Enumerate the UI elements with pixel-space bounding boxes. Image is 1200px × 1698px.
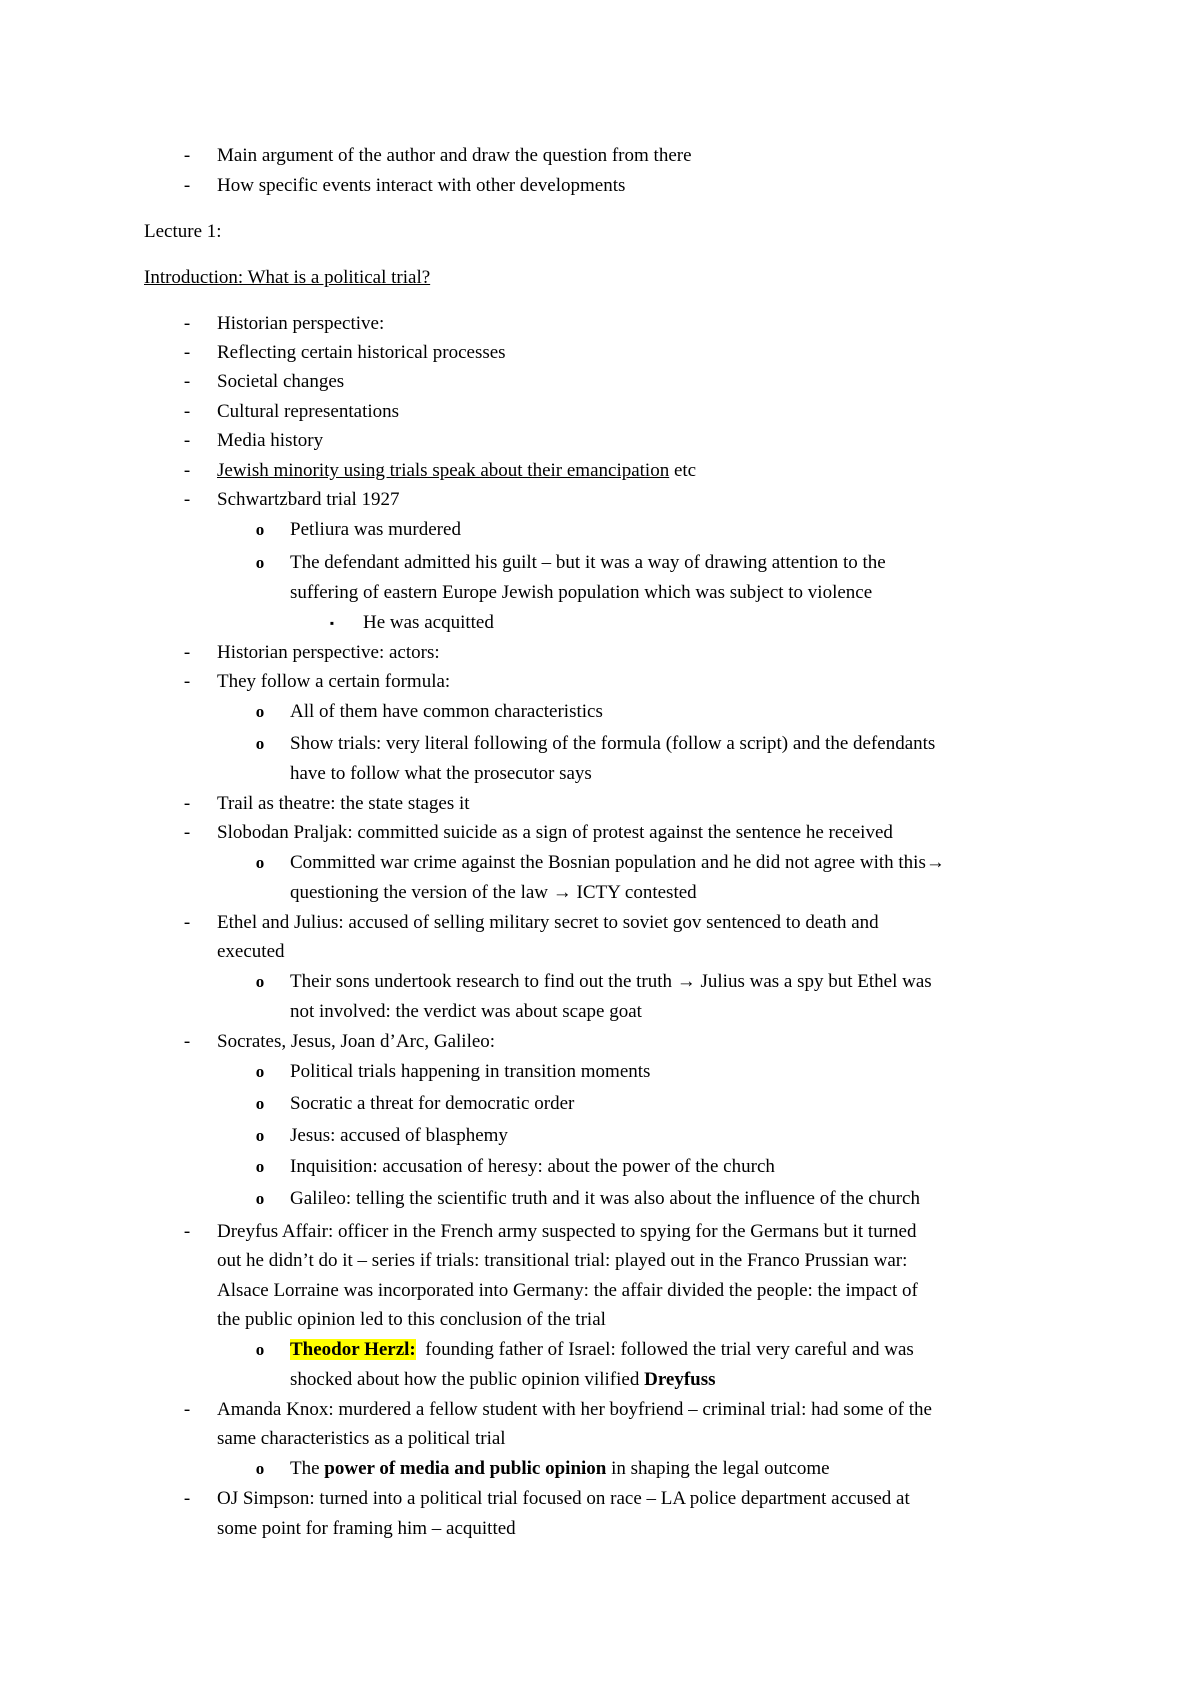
sub-list-item: Jesus: accused of blasphemy [290, 1125, 508, 1146]
sub-list-item: have to follow what the prosecutor says [290, 763, 592, 784]
list-bullet-circle: o [255, 1340, 265, 1359]
list-bullet-circle: o [255, 1094, 265, 1113]
list-item: Amanda Knox: murdered a fellow student with her boyfriend – criminal trial: had some of the [217, 1399, 932, 1420]
sub-list-item-text: The [290, 1458, 325, 1479]
sub-list-item: not involved: the verdict was about scape goat [290, 1001, 642, 1022]
list-item: How specific events interact with other developments [217, 175, 626, 196]
list-bullet-dash: - [183, 401, 191, 422]
sub-list-item: Committed war crime against the Bosnian population and he did not agree with this→ [290, 852, 945, 873]
bold-text: power of media and public opinion [324, 1458, 607, 1479]
underlined-text: Jewish minority using trials speak about their emancipation [217, 460, 670, 481]
sub-list-item-text: in shaping the legal outcome [606, 1458, 830, 1479]
list-bullet-dash: - [183, 371, 191, 392]
section-heading: Introduction: What is a political trial? [144, 267, 431, 288]
list-item: Schwartzbard trial 1927 [217, 489, 400, 510]
sub-list-item: Socratic a threat for democratic order [290, 1093, 575, 1114]
list-bullet-circle: o [255, 734, 265, 753]
sub-list-item: Petliura was murdered [290, 519, 461, 540]
list-item: Reflecting certain historical processes [217, 342, 506, 363]
list-bullet-dash: - [183, 430, 191, 451]
list-item: Trail as theatre: the state stages it [217, 793, 470, 814]
list-bullet-dash: - [183, 175, 191, 196]
list-item: out he didn’t do it – series if trials: transitional trial: played out in the Franco Prussian war: [217, 1250, 908, 1271]
list-item: executed [217, 941, 285, 962]
sub-list-item-text: founding father of Israel: followed the trial very careful and was [415, 1339, 914, 1360]
list-bullet-dash: - [183, 793, 191, 814]
list-bullet-circle: o [255, 1189, 265, 1208]
list-bullet-dash: - [183, 1221, 191, 1242]
list-bullet-dash: - [183, 1488, 191, 1509]
list-item: Alsace Lorraine was incorporated into Germany: the affair divided the people: the impact of [217, 1280, 918, 1301]
sub-list-item-text: shocked about how the public opinion vilified [290, 1369, 645, 1390]
list-bullet-dash: - [183, 145, 191, 166]
list-item [217, 459, 696, 483]
sub-list-item [290, 1457, 830, 1481]
list-item: Dreyfus Affair: officer in the French army suspected to spying for the Germans but it turned [217, 1221, 917, 1242]
list-bullet-circle: o [255, 1126, 265, 1145]
sub-list-item: Inquisition: accusation of heresy: about the power of the church [290, 1156, 775, 1177]
list-item: Socrates, Jesus, Joan d’Arc, Galileo: [217, 1031, 496, 1052]
lecture-heading: Lecture 1: [144, 221, 222, 242]
sub-list-item: The defendant admitted his guilt – but it was a way of drawing attention to the [290, 552, 886, 573]
list-bullet-dash: - [183, 822, 191, 843]
list-bullet-circle: o [255, 853, 265, 872]
list-item: some point for framing him – acquitted [217, 1518, 516, 1539]
list-bullet-circle: o [255, 1157, 265, 1176]
list-item: Main argument of the author and draw the question from there [217, 145, 692, 166]
list-bullet-circle: o [255, 702, 265, 721]
list-bullet-dash: - [183, 642, 191, 663]
list-bullet-circle: o [255, 972, 265, 991]
list-bullet-dash: - [183, 1399, 191, 1420]
list-item: Historian perspective: [217, 313, 385, 334]
list-bullet-circle: o [255, 1062, 265, 1081]
list-bullet-circle: o [255, 1459, 265, 1478]
sub-list-item: suffering of eastern Europe Jewish population which was subject to violence [290, 582, 873, 603]
list-bullet-dash: - [183, 912, 191, 933]
sub-list-item: Show trials: very literal following of the formula (follow a script) and the defendants [290, 733, 936, 754]
list-item: Slobodan Praljak: committed suicide as a sign of protest against the sentence he received [217, 822, 893, 843]
sub-list-item: questioning the version of the law → ICTY contested [290, 882, 697, 903]
sub-list-item: All of them have common characteristics [290, 701, 603, 722]
list-bullet-dash: - [183, 489, 191, 510]
list-bullet-dash: - [183, 1031, 191, 1052]
list-bullet-dash: - [183, 313, 191, 334]
list-bullet-circle: o [255, 520, 265, 539]
list-item: Societal changes [217, 371, 345, 392]
list-item: OJ Simpson: turned into a political trial focused on race – LA police department accused at [217, 1488, 910, 1509]
list-item: same characteristics as a political trial [217, 1428, 506, 1449]
bold-text: Dreyfuss [644, 1369, 716, 1390]
list-bullet-dash: - [183, 671, 191, 692]
highlighted-name: Theodor Herzl: [290, 1339, 416, 1360]
list-bullet-dash: - [183, 460, 191, 481]
list-item: Cultural representations [217, 401, 400, 422]
list-bullet-square: ▪ [329, 616, 335, 630]
list-bullet-circle: o [255, 553, 265, 572]
list-item: Media history [217, 430, 324, 451]
sub-list-item: Their sons undertook research to find out the truth → Julius was a spy but Ethel was [290, 971, 932, 992]
sub-list-item: Political trials happening in transition moments [290, 1061, 651, 1082]
sub-list-item [290, 1338, 914, 1362]
sub-list-item: Galileo: telling the scientific truth and it was also about the influence of the church [290, 1188, 920, 1209]
list-bullet-dash: - [183, 342, 191, 363]
list-item: Ethel and Julius: accused of selling military secret to soviet gov sentenced to death and [217, 912, 879, 933]
sub-list-item [290, 1368, 716, 1392]
list-item-text: etc [669, 460, 697, 481]
list-item: the public opinion led to this conclusion of the trial [217, 1309, 606, 1330]
sub-sub-list-item: He was acquitted [363, 612, 494, 633]
list-item: They follow a certain formula: [217, 671, 451, 692]
list-item: Historian perspective: actors: [217, 642, 440, 663]
